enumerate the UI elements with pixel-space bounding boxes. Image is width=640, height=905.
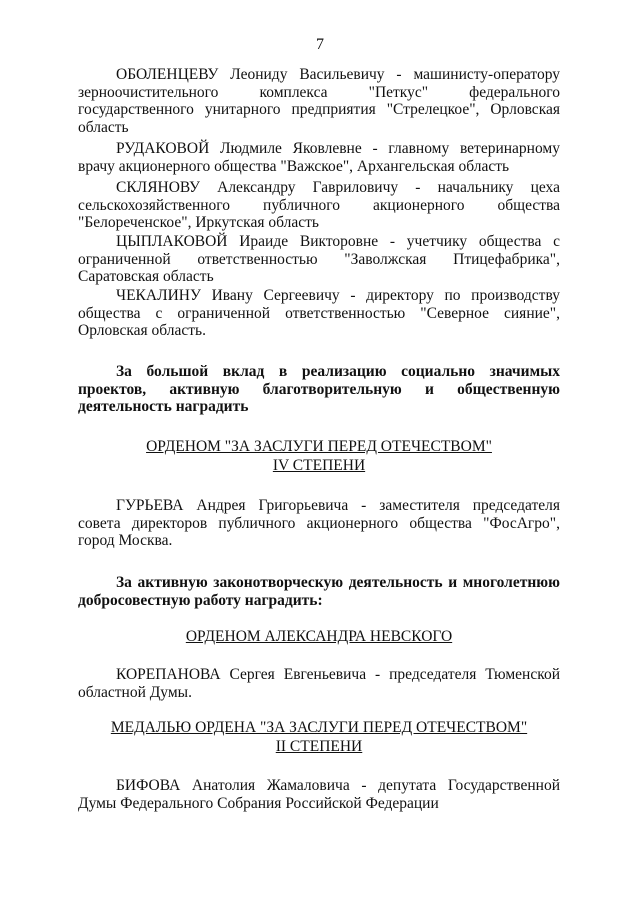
page-number: 7 bbox=[316, 36, 324, 53]
award-degree: IV СТЕПЕНИ bbox=[272, 457, 366, 474]
award-title: ОРДЕНОМ "ЗА ЗАСЛУГИ ПЕРЕД ОТЕЧЕСТВОМ" bbox=[146, 438, 492, 455]
award-title: ОРДЕНОМ АЛЕКСАНДРА НЕВСКОГО bbox=[185, 628, 453, 645]
section-intro: За большой вклад в реализацию социально значимых проектов, активную благотворительную и общественную деятельность наградить bbox=[78, 363, 560, 415]
award-title: МЕДАЛЬЮ ОРДЕНА "ЗА ЗАСЛУГИ ПЕРЕД ОТЕЧЕСТВОМ" bbox=[110, 719, 528, 736]
section-intro: За активную законотворческую деятельность и многолетнюю добросовестную работу наградить: bbox=[78, 574, 560, 609]
award-entry: ОБОЛЕНЦЕВУ Леониду Васильевичу - машинисту-оператору зерноочистительного комплекса "Петкус" федерального государственного унитарного предприятия "Стрелецкое", Орловская область bbox=[78, 66, 560, 136]
award-entry: ГУРЬЕВА Андрея Григорьевича - заместителя председателя совета директоров публичного акционерного общества "ФосАгро", город Москва. bbox=[78, 497, 560, 549]
award-entry: БИФОВА Анатолия Жамаловича - депутата Государственной Думы Федерального Собрания Российской Федерации bbox=[78, 777, 560, 812]
award-entry: КОРЕПАНОВА Сергея Евгеньевича - председателя Тюменской областной Думы. bbox=[78, 666, 560, 701]
award-entry: ЦЫПЛАКОВОЙ Ираиде Викторовне - учетчику общества с ограниченной ответственностью "Заволжская Птицефабрика", Саратовская область bbox=[78, 233, 560, 285]
award-entry: РУДАКОВОЙ Людмиле Яковлевне - главному ветеринарному врачу акционерного общества "Важское", Архангельская область bbox=[78, 140, 560, 175]
award-entry: СКЛЯНОВУ Александру Гавриловичу - начальнику цеха сельскохозяйственного публичного акционерного общества "Белореченское", Иркутская область bbox=[78, 179, 560, 231]
award-degree: II СТЕПЕНИ bbox=[275, 738, 363, 755]
award-entry: ЧЕКАЛИНУ Ивану Сергеевичу - директору по производству общества с ограниченной ответственностью "Северное сияние", Орловская область. bbox=[78, 287, 560, 339]
